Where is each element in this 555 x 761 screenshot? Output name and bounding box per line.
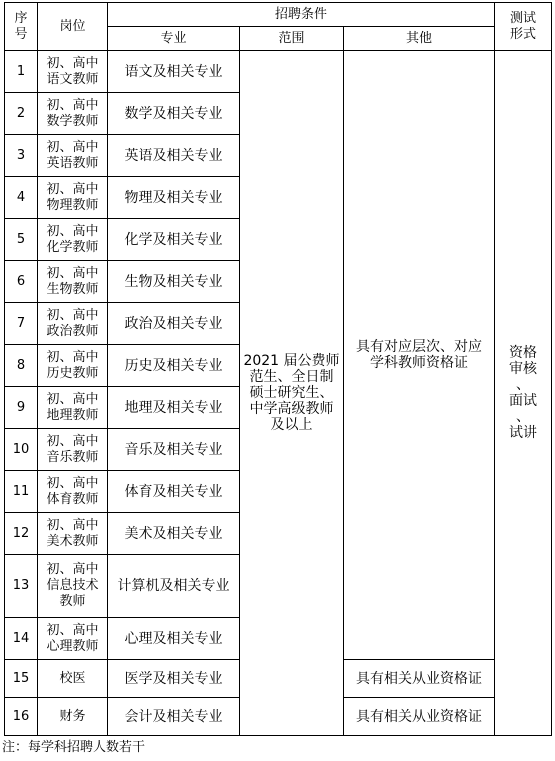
row-position (38, 51, 108, 93)
scope-cell (240, 51, 344, 736)
row-major: 数学及相关专业 (108, 93, 240, 135)
row-index: 13 (5, 555, 38, 618)
header-position: 岗位 (38, 3, 108, 51)
row-index: 8 (5, 345, 38, 387)
row-major: 地理及相关专业 (108, 387, 240, 429)
row-position (38, 345, 108, 387)
row-position (38, 555, 108, 618)
row-position (38, 93, 108, 135)
position-line: 初、高中 (46, 475, 99, 491)
row-index: 1 (5, 51, 38, 93)
row-position (38, 219, 108, 261)
position-line: 初、高中 (46, 139, 99, 155)
row-major: 生物及相关专业 (108, 261, 240, 303)
row-position (38, 261, 108, 303)
position-line: 初、高中 (46, 517, 99, 533)
row-position (38, 471, 108, 513)
table-row (5, 51, 552, 93)
row-major: 体育及相关专业 (108, 471, 240, 513)
header-other: 其他 (344, 27, 495, 51)
row-index: 12 (5, 513, 38, 555)
position-line: 政治教师 (46, 323, 99, 339)
row-major: 政治及相关专业 (108, 303, 240, 345)
row-major: 语文及相关专业 (108, 51, 240, 93)
position-line: 生物教师 (46, 281, 99, 297)
position-line: 校医 (59, 670, 86, 686)
position-line: 信息技术 (46, 578, 99, 593)
position-line: 英语教师 (46, 155, 99, 171)
row-index: 14 (5, 618, 38, 660)
row-index: 4 (5, 177, 38, 219)
row-major: 心理及相关专业 (108, 618, 240, 660)
row-index: 5 (5, 219, 38, 261)
header-test: 测试 形式 (495, 3, 552, 51)
row-index: 15 (5, 660, 38, 698)
header-scope: 范围 (240, 27, 344, 51)
test-cell (495, 51, 552, 736)
position-line: 历史教师 (46, 365, 99, 381)
row-position (38, 303, 108, 345)
row-position (38, 177, 108, 219)
row-major: 化学及相关专业 (108, 219, 240, 261)
row-position (38, 618, 108, 660)
position-line: 初、高中 (46, 307, 99, 323)
position-line: 数学教师 (46, 113, 99, 129)
row-major: 音乐及相关专业 (108, 429, 240, 471)
position-line: 初、高中 (46, 97, 99, 113)
test-line: 、 (516, 377, 530, 393)
position-line: 初、高中 (46, 223, 99, 239)
header-index: 序 号 (5, 3, 38, 51)
test-line: 面试 (509, 393, 537, 409)
position-line: 初、高中 (46, 622, 99, 638)
other-cell-finance: 具有相关从业资格证 (344, 698, 495, 736)
position-line: 音乐教师 (46, 449, 99, 465)
row-major: 会计及相关专业 (108, 698, 240, 736)
recruitment-table (4, 2, 552, 736)
scope-line: 范生、全日制 (249, 369, 334, 385)
position-line: 美术教师 (46, 533, 99, 549)
position-line: 财务 (59, 708, 86, 724)
test-line: 试讲 (509, 425, 537, 441)
row-position (38, 387, 108, 429)
row-major: 美术及相关专业 (108, 513, 240, 555)
header-row-1 (5, 3, 552, 27)
position-line: 语文教师 (46, 71, 99, 87)
row-position (38, 660, 108, 698)
scope-line: 2021 届公费师 (243, 353, 340, 369)
position-line: 初、高中 (46, 391, 99, 407)
position-line: 地理教师 (46, 407, 99, 423)
row-index: 11 (5, 471, 38, 513)
row-major: 历史及相关专业 (108, 345, 240, 387)
other-teacher-cell (344, 51, 495, 660)
row-major: 物理及相关专业 (108, 177, 240, 219)
row-index: 9 (5, 387, 38, 429)
row-position (38, 135, 108, 177)
position-line: 初、高中 (46, 349, 99, 365)
other-line: 学科教师资格证 (370, 355, 468, 371)
row-position (38, 429, 108, 471)
position-line: 初、高中 (46, 265, 99, 281)
row-major: 英语及相关专业 (108, 135, 240, 177)
test-line: 审核 (509, 361, 537, 377)
position-line: 教师 (59, 594, 86, 609)
row-position (38, 698, 108, 736)
row-index: 2 (5, 93, 38, 135)
row-index: 6 (5, 261, 38, 303)
test-line: 、 (516, 409, 530, 425)
row-major: 医学及相关专业 (108, 660, 240, 698)
position-line: 初、高中 (46, 181, 99, 197)
row-index: 16 (5, 698, 38, 736)
row-index: 3 (5, 135, 38, 177)
header-conditions: 招聘条件 (108, 3, 495, 27)
scope-line: 中学高级教师 (249, 401, 334, 417)
footnote: 注：每学科招聘人数若干 (2, 740, 146, 755)
position-line: 体育教师 (46, 491, 99, 507)
position-line: 初、高中 (46, 433, 99, 449)
other-cell-doctor: 具有相关从业资格证 (344, 660, 495, 698)
header-major: 专业 (108, 27, 240, 51)
position-line: 初、高中 (46, 55, 99, 71)
scope-line: 硕士研究生、 (249, 385, 334, 401)
other-line: 具有对应层次、对应 (356, 339, 482, 355)
position-line: 初、高中 (46, 562, 99, 577)
scope-line: 及以上 (270, 417, 313, 433)
position-line: 物理教师 (46, 197, 99, 213)
row-index: 10 (5, 429, 38, 471)
position-line: 心理教师 (46, 638, 99, 654)
test-line: 资格 (509, 345, 537, 361)
row-index: 7 (5, 303, 38, 345)
row-position (38, 513, 108, 555)
position-line: 化学教师 (46, 239, 99, 255)
row-major: 计算机及相关专业 (108, 555, 240, 618)
